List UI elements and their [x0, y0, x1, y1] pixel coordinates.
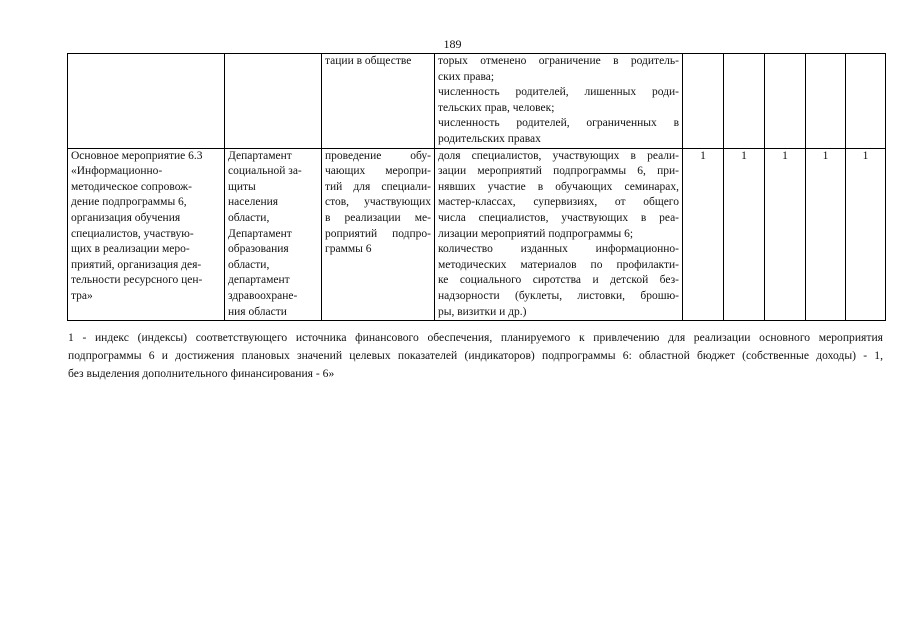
text-line: проведение обу-	[325, 149, 431, 162]
text-line: «Информационно-	[71, 165, 163, 178]
text-line: стов, участвующих	[325, 196, 431, 209]
footnote-line: подпрограммы 6 и достижения плановых значений целевых показателей (индикаторов) подпрограммы 6: областной бюджет (собственные доходы) - 1,	[68, 348, 883, 362]
text-line: щиты	[228, 180, 256, 193]
footnote	[68, 329, 883, 382]
text-line: лизации мероприятий подпрограммы 6;	[438, 227, 634, 240]
text-line: нявших участие в обучающих семинарах,	[438, 180, 679, 193]
text-line: доля специалистов, участвующих в реали-	[438, 149, 679, 162]
text-line: щих в реализации меро-	[71, 243, 190, 256]
cell-result	[322, 148, 435, 321]
cell-value: 1	[765, 148, 806, 321]
text-line: организация обучения	[71, 211, 181, 224]
text-line: числа специалистов, участвующих в реа-	[438, 211, 679, 224]
cell-value	[765, 54, 806, 149]
cell-value: 1	[846, 148, 886, 321]
text-line: Основное мероприятие 6.3	[71, 149, 203, 162]
text-line: количество изданных информационно-	[438, 243, 679, 256]
text-line: методическое сопровож-	[71, 180, 192, 193]
cell-result: тации в обществе	[322, 54, 435, 149]
text-line: тельности ресурсного цен-	[71, 274, 203, 287]
text-line: торых отменено ограничение в родитель-	[438, 55, 679, 67]
text-line: Департамент	[228, 149, 292, 162]
text-line: ских права;	[438, 70, 495, 83]
cell-value	[724, 54, 765, 149]
measure-row	[68, 148, 886, 321]
text-line: роприятий подпро-	[325, 227, 431, 240]
text-line: населения	[228, 196, 279, 209]
text-line: специалистов, участвую-	[71, 227, 194, 240]
text-line: ры, визитки и др.)	[438, 305, 527, 318]
cell-executor	[225, 148, 322, 321]
text-line: тра»	[71, 289, 93, 302]
cell-value: 1	[683, 148, 724, 321]
text-line: приятий, организация дея-	[71, 258, 202, 271]
text-line: здравоохране-	[228, 289, 298, 302]
text-line: чающих меропри-	[325, 165, 431, 178]
text-line: области,	[228, 211, 270, 224]
text-line: граммы 6	[325, 243, 372, 256]
cell-indicators	[435, 148, 683, 321]
cell-value: 1	[806, 148, 846, 321]
text-line: социальной за-	[228, 165, 302, 178]
cell-executor	[225, 54, 322, 149]
text-line: в реализации ме-	[325, 211, 431, 224]
text-line: надзорности (буклеты, листовки, брошю-	[438, 289, 679, 302]
text-line: тельских прав, человек;	[438, 101, 555, 114]
text-line: тий для специали-	[325, 180, 431, 193]
cell-value: 1	[724, 148, 765, 321]
text-line: ке социального сиротства и детской без-	[438, 274, 679, 287]
cell-indicators	[435, 54, 683, 149]
text-line: зации мероприятий подпрограммы 6, при-	[438, 165, 679, 178]
text-line: Департамент	[228, 227, 292, 240]
text-line: ния области	[228, 305, 287, 318]
page-number: 189	[443, 37, 462, 51]
cell-value	[846, 54, 886, 149]
text-line: родительских правах	[438, 132, 541, 145]
continuation-row	[68, 54, 886, 149]
program-table	[67, 53, 886, 321]
cell-value	[683, 54, 724, 149]
text-line: департамент	[228, 274, 290, 287]
text-line: численность родителей, ограниченных в	[438, 117, 679, 130]
footnote-line: 1 - индекс (индексы) соответствующего источника финансового обеспечения, планируемого к привлечению для реализации основного мероприятия	[68, 331, 883, 344]
text-line: образования	[228, 243, 289, 256]
text-line: области,	[228, 258, 270, 271]
cell-measure-name	[68, 148, 225, 321]
text-line: численность родителей, лишенных роди-	[438, 86, 679, 99]
text-line: методических материалов по профилакти-	[438, 258, 679, 271]
cell-measure-name	[68, 54, 225, 149]
text-line: дение подпрограммы 6,	[71, 196, 187, 209]
text-line: мастер-классах, супервизиях, от общего	[438, 196, 679, 209]
cell-value	[806, 54, 846, 149]
footnote-line: без выделения дополнительного финансирования - 6»	[68, 366, 335, 380]
